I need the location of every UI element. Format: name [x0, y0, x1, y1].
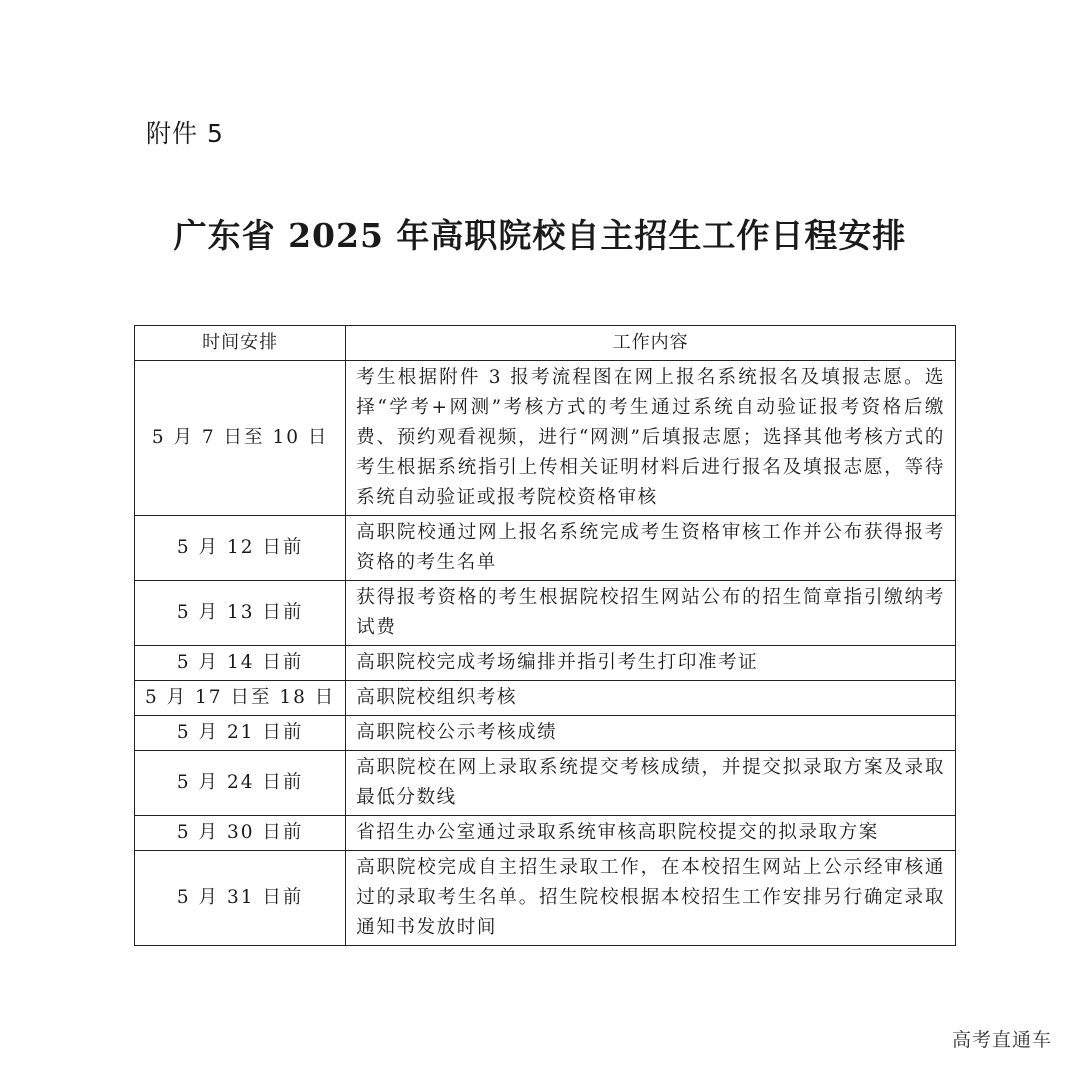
schedule-table	[134, 325, 956, 946]
watermark-text: 高考直通车	[951, 1029, 1052, 1051]
time-cell: 5 月 31 日前	[135, 851, 346, 946]
table-row	[135, 361, 956, 516]
content-cell: 高职院校通过网上报名系统完成考生资格审核工作并公布获得报考资格的考生名单	[346, 516, 956, 581]
time-cell: 5 月 12 日前	[135, 516, 346, 581]
header-time: 时间安排	[135, 326, 346, 361]
table-row	[135, 816, 956, 851]
table-row	[135, 516, 956, 581]
document-title: 广东省 2025 年高职院校自主招生工作日程安排	[173, 216, 907, 255]
content-cell: 省招生办公室通过录取系统审核高职院校提交的拟录取方案	[346, 816, 956, 851]
table-row	[135, 851, 956, 946]
content-cell: 高职院校公示考核成绩	[346, 716, 956, 751]
time-cell: 5 月 14 日前	[135, 646, 346, 681]
header-content: 工作内容	[346, 326, 956, 361]
time-cell: 5 月 17 日至 18 日	[135, 681, 346, 716]
time-cell: 5 月 24 日前	[135, 751, 346, 816]
table-row	[135, 716, 956, 751]
content-cell: 高职院校完成考场编排并指引考生打印准考证	[346, 646, 956, 681]
time-cell: 5 月 13 日前	[135, 581, 346, 646]
content-cell: 高职院校完成自主招生录取工作，在本校招生网站上公示经审核通过的录取考生名单。招生院校根据本校招生工作安排另行确定录取通知书发放时间	[346, 851, 956, 946]
time-cell: 5 月 30 日前	[135, 816, 346, 851]
content-cell: 高职院校组织考核	[346, 681, 956, 716]
table-row	[135, 681, 956, 716]
time-cell: 5 月 7 日至 10 日	[135, 361, 346, 516]
content-cell: 高职院校在网上录取系统提交考核成绩，并提交拟录取方案及录取最低分数线	[346, 751, 956, 816]
content-cell: 获得报考资格的考生根据院校招生网站公布的招生简章指引缴纳考试费	[346, 581, 956, 646]
attachment-label: 附件 5	[146, 119, 224, 148]
time-cell: 5 月 21 日前	[135, 716, 346, 751]
table-row	[135, 581, 956, 646]
table-header-row	[135, 326, 956, 361]
content-cell: 考生根据附件 3 报考流程图在网上报名系统报名及填报志愿。选择“学考+网测”考核方式的考生通过系统自动验证报考资格后缴费、预约观看视频，进行“网测”后填报志愿；选择其他考核方式的考生根据系统指引上传相关证明材料后进行报名及填报志愿，等待系统自动验证或报考院校资格审核	[346, 361, 956, 516]
table-row	[135, 751, 956, 816]
table-row	[135, 646, 956, 681]
